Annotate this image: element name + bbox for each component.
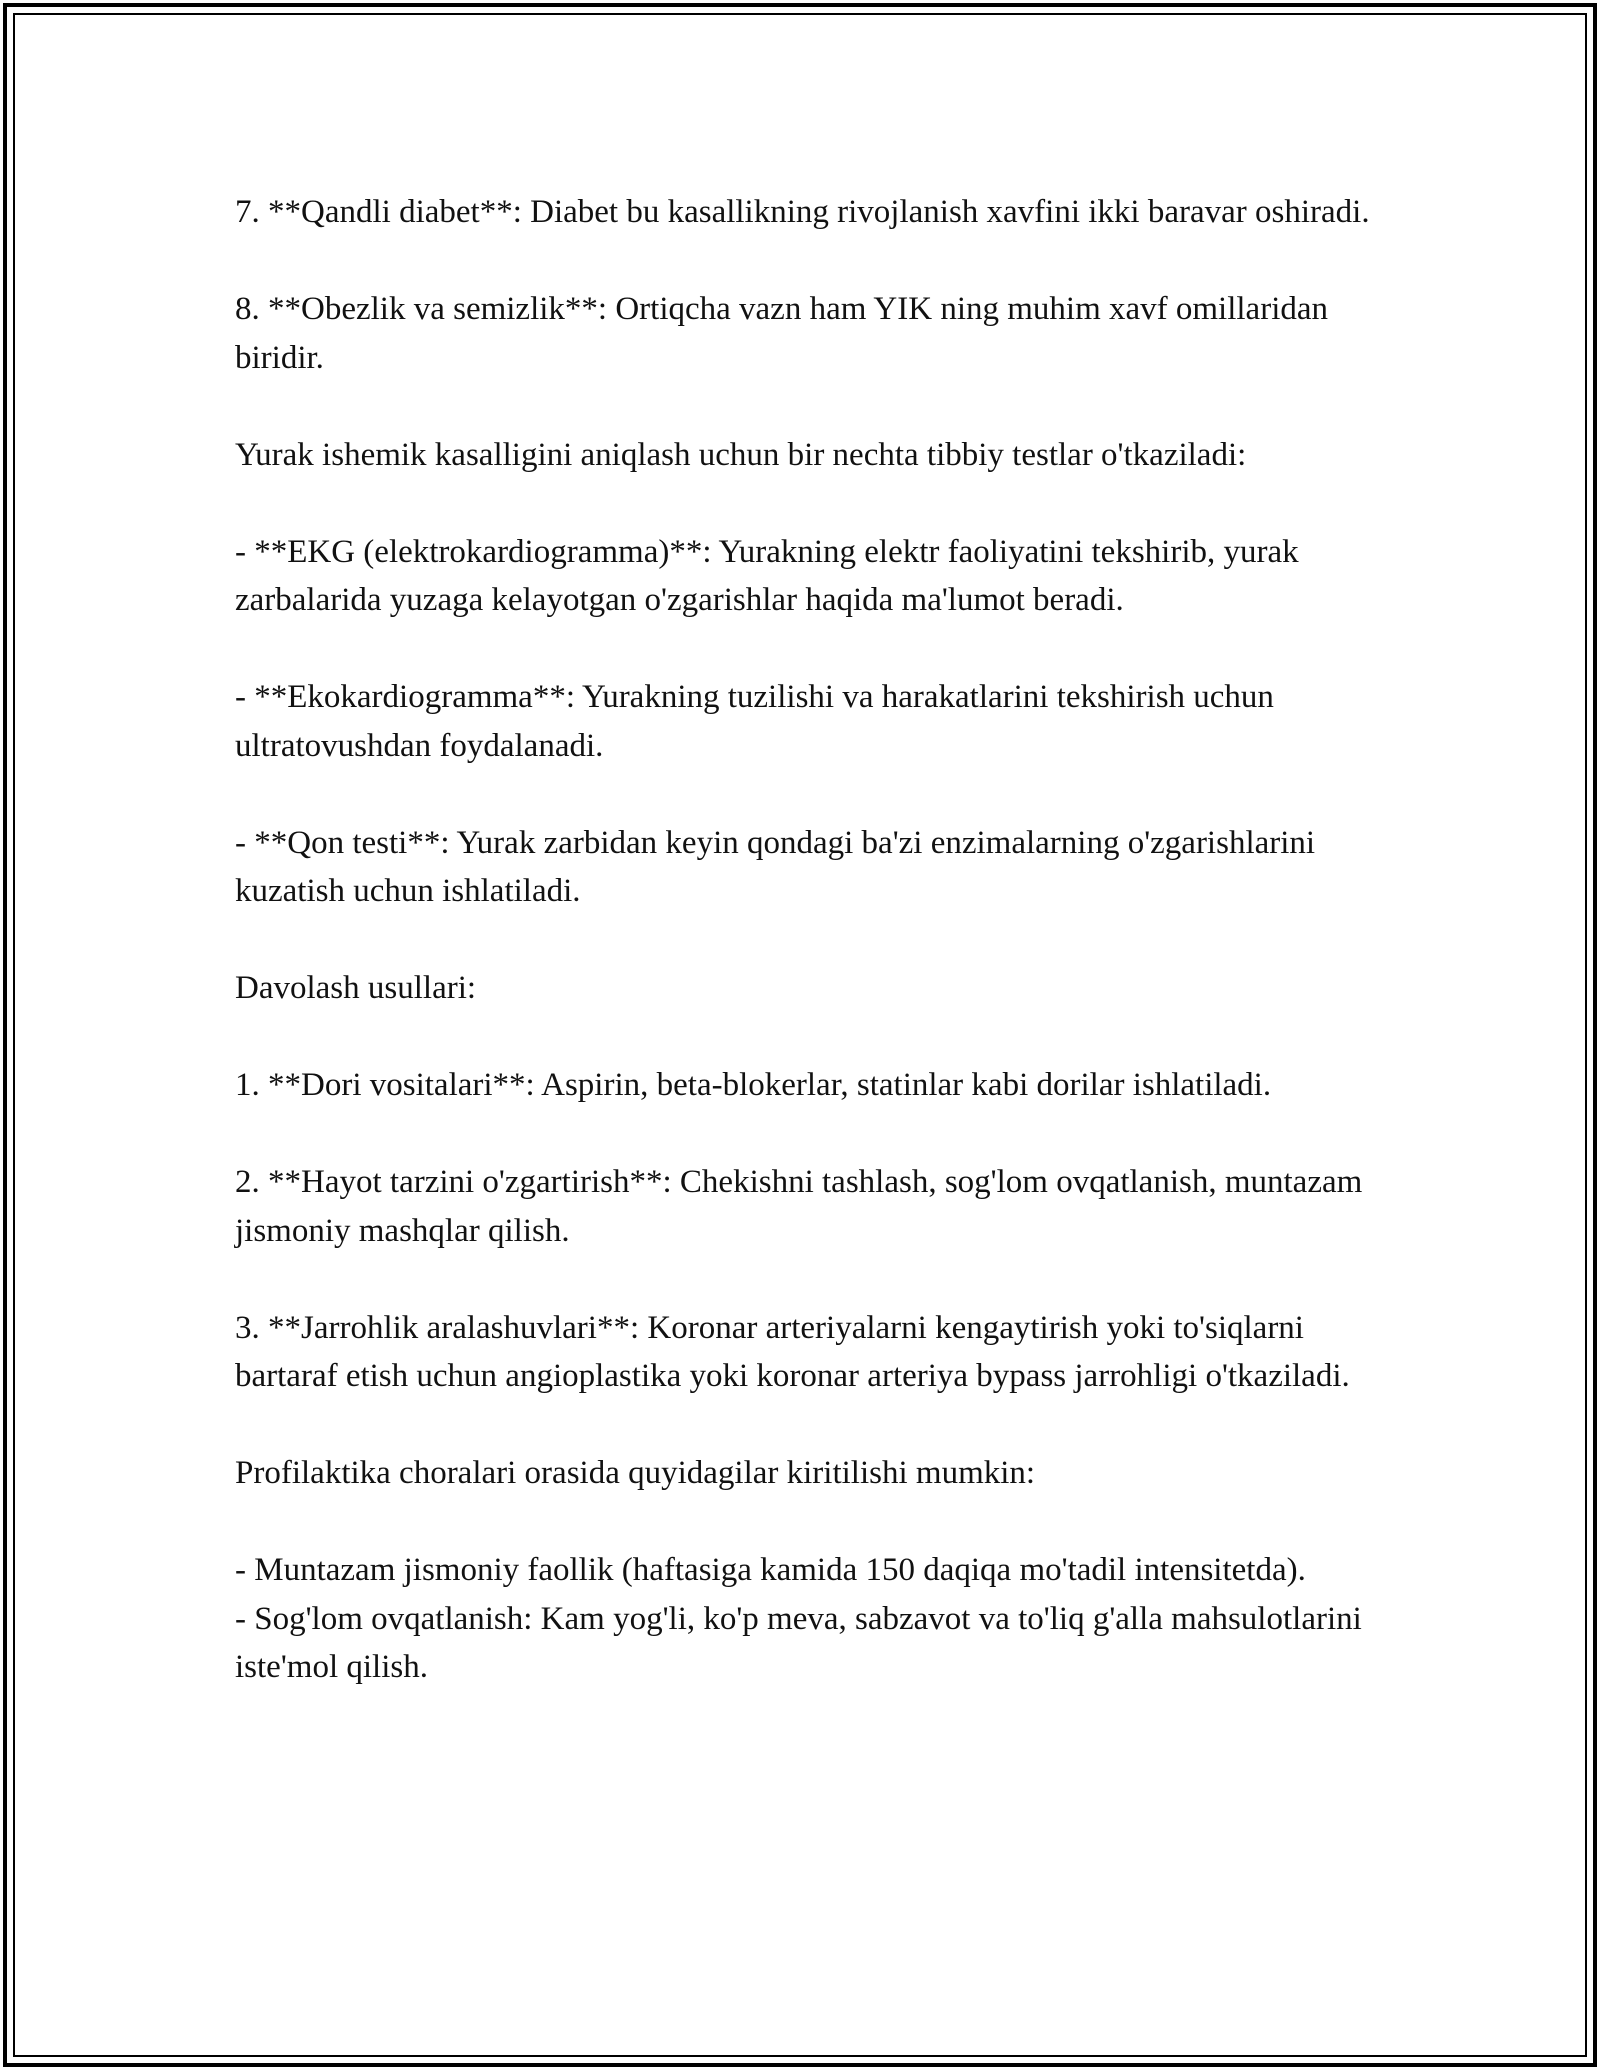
paragraph-diagnosis-intro: Yurak ishemik kasalligini aniqlash uchun bir nechta tibbiy testlar o'tkaziladi: <box>235 436 1247 473</box>
paragraph-surgery: 3. **Jarrohlik aralashuvlari**: Koronar arteriyalarni kengaytirish yoki to'siqlarni bartaraf etish uchun angioplastika yoki koronar arteriya bypass jarrohligi o'tkaziladi. <box>235 1309 1350 1394</box>
paragraph-lifestyle: 2. **Hayot tarzini o'zgartirish**: Chekishni tashlash, sog'lom ovqatlanish, muntazam jismoniy mashqlar qilish. <box>235 1164 1363 1249</box>
paragraph-healthy-eating: - Sog'lom ovqatlanish: Kam yog'li, ko'p meva, sabzavot va to'liq g'alla mahsulotlarini iste'mol qilish. <box>235 1600 1362 1685</box>
paragraph-prevention-intro: Profilaktika choralari orasida quyidagilar kiritilishi mumkin: <box>235 1455 1036 1491</box>
paragraph-physical-activity: - Muntazam jismoniy faollik (haftasiga kamida 150 daqiqa mo'tadil intensitetda). <box>235 1552 1306 1588</box>
paragraph-medications: 1. **Dori vositalari**: Aspirin, beta-blokerlar, statinlar kabi dorilar ishlatiladi. <box>235 1067 1272 1103</box>
paragraph-obesity: 8. **Obezlik va semizlik**: Ortiqcha vazn ham YIK ning muhim xavf omillaridan biridir. <box>235 291 1329 376</box>
paragraph-treatment-heading: Davolash usullari: <box>235 970 477 1006</box>
document-body <box>235 188 1375 1692</box>
paragraph-ekg: - **EKG (elektrokardiogramma)**: Yurakning elektr faoliyatini tekshirib, yurak zarbalarida yuzaga kelayotgan o'zgarishlar haqida ma'lumot beradi. <box>235 533 1299 618</box>
paragraph-blood-test: - **Qon testi**: Yurak zarbidan keyin qondagi ba'zi enzimalarning o'zgarishlarini kuzatish uchun ishlatiladi. <box>235 824 1316 909</box>
paragraph-diabetes: 7. **Qandli diabet**: Diabet bu kasallikning rivojlanish xavfini ikki baravar oshiradi. <box>235 194 1370 230</box>
paragraph-echocardiogram: - **Ekokardiogramma**: Yurakning tuzilishi va harakatlarini tekshirish uchun ultratovushdan foydalanadi. <box>235 679 1274 764</box>
